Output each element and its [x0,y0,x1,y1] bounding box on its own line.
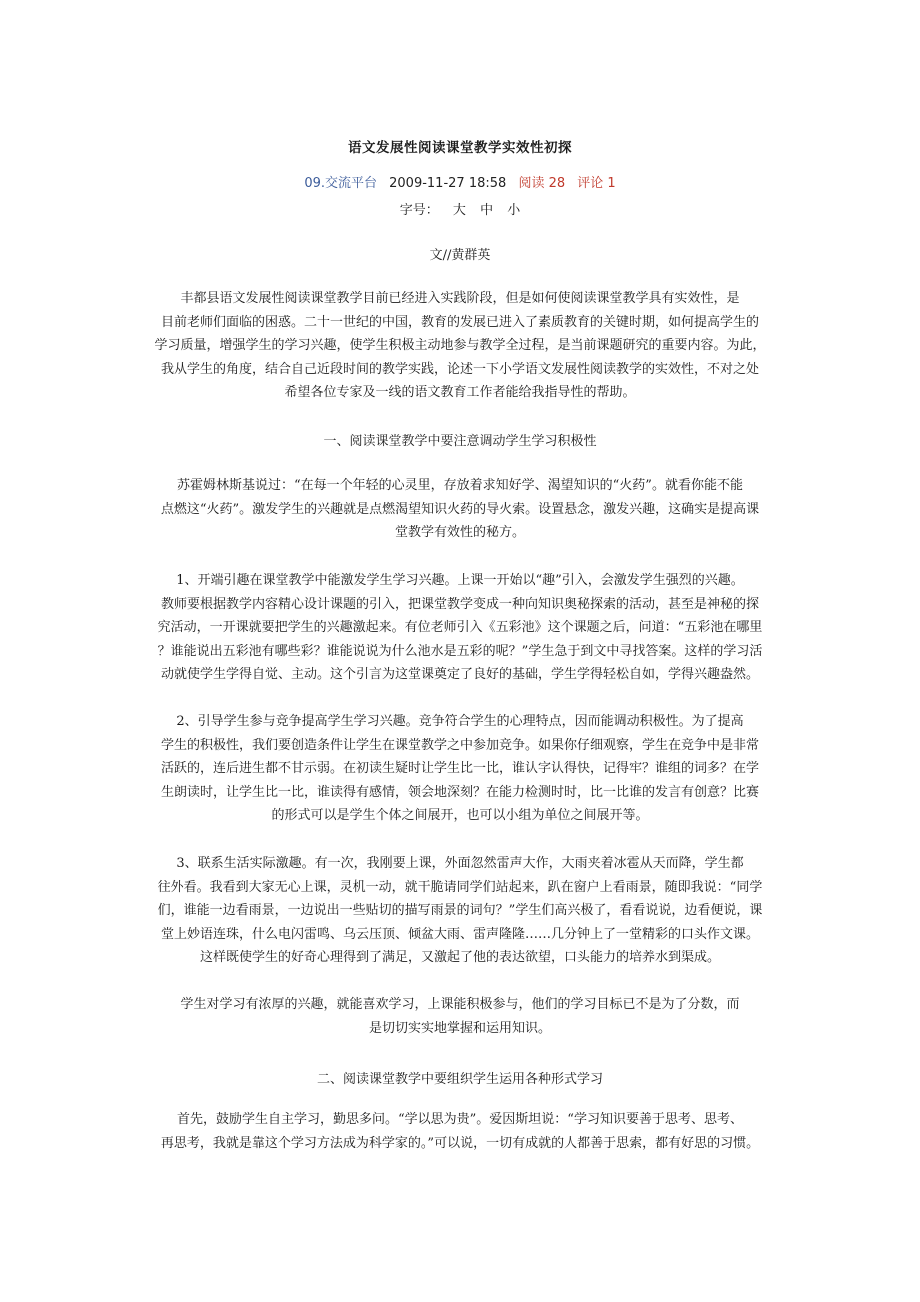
paragraph-line: 再思考，我就是靠这个学习方法成为科学家的。”可以说，一切有成就的人都善于思索，都有好思的习惯。 [160,1135,760,1151]
paragraph-line: 堂教学有效性的秘方。 [394,525,525,540]
source-link[interactable]: 09.交流平台 [304,176,377,191]
font-size-medium-link[interactable]: 中 [480,203,494,218]
paragraph-line: 这样既使学生的好奇心理得到了满足，又激起了他的表达欲望，口头能力的培养水到渠成。 [199,950,720,965]
paragraph-6 [140,1108,780,1155]
paragraph-5 [140,993,780,1040]
paragraph-line: 学生对学习有浓厚的兴趣，就能喜欢学习，上课能积极参与，他们的学习目标已不是为了分数，而 [180,997,740,1012]
paragraph-line: 学习质量，增强学生的学习兴趣，使学生积极主动地参与教学全过程，是当前课题研究的重要内容。为此， [154,338,766,353]
section-heading-1: 一、阅读课堂教学中要注意调动学生学习积极性 [323,434,597,449]
paragraph-line: ？谁能说出五彩池有哪些彩？谁能说说为什么池水是五彩的呢？”学生急于到文中寻找答案。这样的学习活 [157,643,763,659]
paragraph-line: 希望各位专家及一线的语文教育工作者能给我指导性的帮助。 [284,385,636,400]
paragraph-3 [140,710,780,828]
paragraph-2 [140,569,780,687]
paragraph-line: 我从学生的角度，结合自己近段时间的教学实践，论述一下小学语文发展性阅读教学的实效性，不对之处 [160,361,759,377]
paragraph-line: 1、开端引趣在课堂教学中能激发学生学习兴趣。上课一开始以“趣”引入，会激发学生强烈的兴趣。 [176,573,744,588]
paragraph-line: 是切切实实地掌握和运用知识。 [368,1020,551,1036]
paragraph-line: 生朗读时，让学生比一比，谁读得有感情，领会地深刻？在能力检测时时，比一比谁的发言有创意？比赛 [160,784,759,800]
comment-count-link[interactable]: 评论 1 [577,176,616,191]
article-meta [0,172,920,191]
article-title: 语文发展性阅读课堂教学实效性初探 [348,140,572,156]
paragraph-line: 苏霍姆林斯基说过：“在每一个年轻的心灵里，存放着求知好学、渴望知识的“火药”。就看你能不能 [177,478,743,493]
paragraph-line: 教师要根据教学内容精心设计课题的引入，把课堂教学变成一种向知识奥秘探索的活动，甚至是神秘的探 [160,596,759,612]
font-size-small-link[interactable]: 小 [507,203,521,218]
paragraph-line: 堂上妙语连珠，什么电闪雷鸣、乌云压顶、倾盆大雨、雷声隆隆……几分钟上了一堂精彩的口头作文课。 [160,926,759,942]
paragraph-line: 目前老师们面临的困惑。二十一世纪的中国，教育的发展已进入了素质教育的关键时期，如何提高学生的 [160,314,759,330]
publish-datetime: 2009-11-27 18:58 [389,176,507,191]
section-heading-2: 二、阅读课堂教学中要组织学生运用各种形式学习 [316,1072,603,1087]
paragraph-line: 学生的积极性，我们要创造条件让学生在课堂教学之中参加竞争。如果你仔细观察，学生在竞争中是非常 [160,737,759,753]
paragraph-line: 点燃这“火药”。激发学生的兴趣就是点燃渴望知识火药的导火索。设置悬念，激发兴趣，这确实是提高课 [160,501,760,517]
author-byline: 文//黄群英 [429,248,491,263]
paragraph-line: 的形式可以是学生个体之间展开，也可以小组为单位之间展开等。 [271,808,649,823]
font-size-large-link[interactable]: 大 [452,203,466,218]
paragraph-line: 丰都县语文发展性阅读课堂教学目前已经进入实践阶段，但是如何使阅读课堂教学具有实效性，是 [180,291,740,306]
paragraph-intro [140,287,780,405]
paragraph-line: 活跃的，连后进生都不甘示弱。在初读生疑时让学生比一比，谁认字认得快，记得牢？谁组的词多？在学 [160,761,759,776]
paragraph-line: 究活动，一开课就要把学生的兴趣激起来。有位老师引入《五彩池》这个课题之后，问道：“五彩池在哪里 [157,620,763,635]
paragraph-line: 首先，鼓励学生自主学习，勤思多问。“学以思为贵”。爱因斯坦说：“学习知识要善于思考、思考、 [177,1112,743,1127]
read-count: 阅读 28 [518,176,566,191]
paragraph-line: 们，谁能一边看雨景，一边说出一些贴切的描写雨景的词句？”学生们高兴极了，看看说说，边看便说，课 [157,903,763,918]
paragraph-line: 动就使学生学得自觉、主动。这个引言为这堂课奠定了良好的基础，学生学得轻松自如，学得兴趣盎然。 [160,667,759,682]
paragraph-line: 往外看。我看到大家无心上课，灵机一动，就干脆请同学们站起来，趴在窗户上看雨景，随即我说：“同学 [157,879,763,895]
paragraph-line: 3、联系生活实际激趣。有一次，我刚要上课，外面忽然雷声大作，大雨夹着冰雹从天而降，学生都 [176,856,744,871]
font-size-selector [0,199,920,218]
paragraph-1 [140,474,780,545]
paragraph-4 [140,852,780,970]
paragraph-line: 2、引导学生参与竞争提高学生学习兴趣。竞争符合学生的心理特点，因而能调动积极性。为了提高 [176,714,744,729]
font-size-label: 字号： [399,203,439,218]
